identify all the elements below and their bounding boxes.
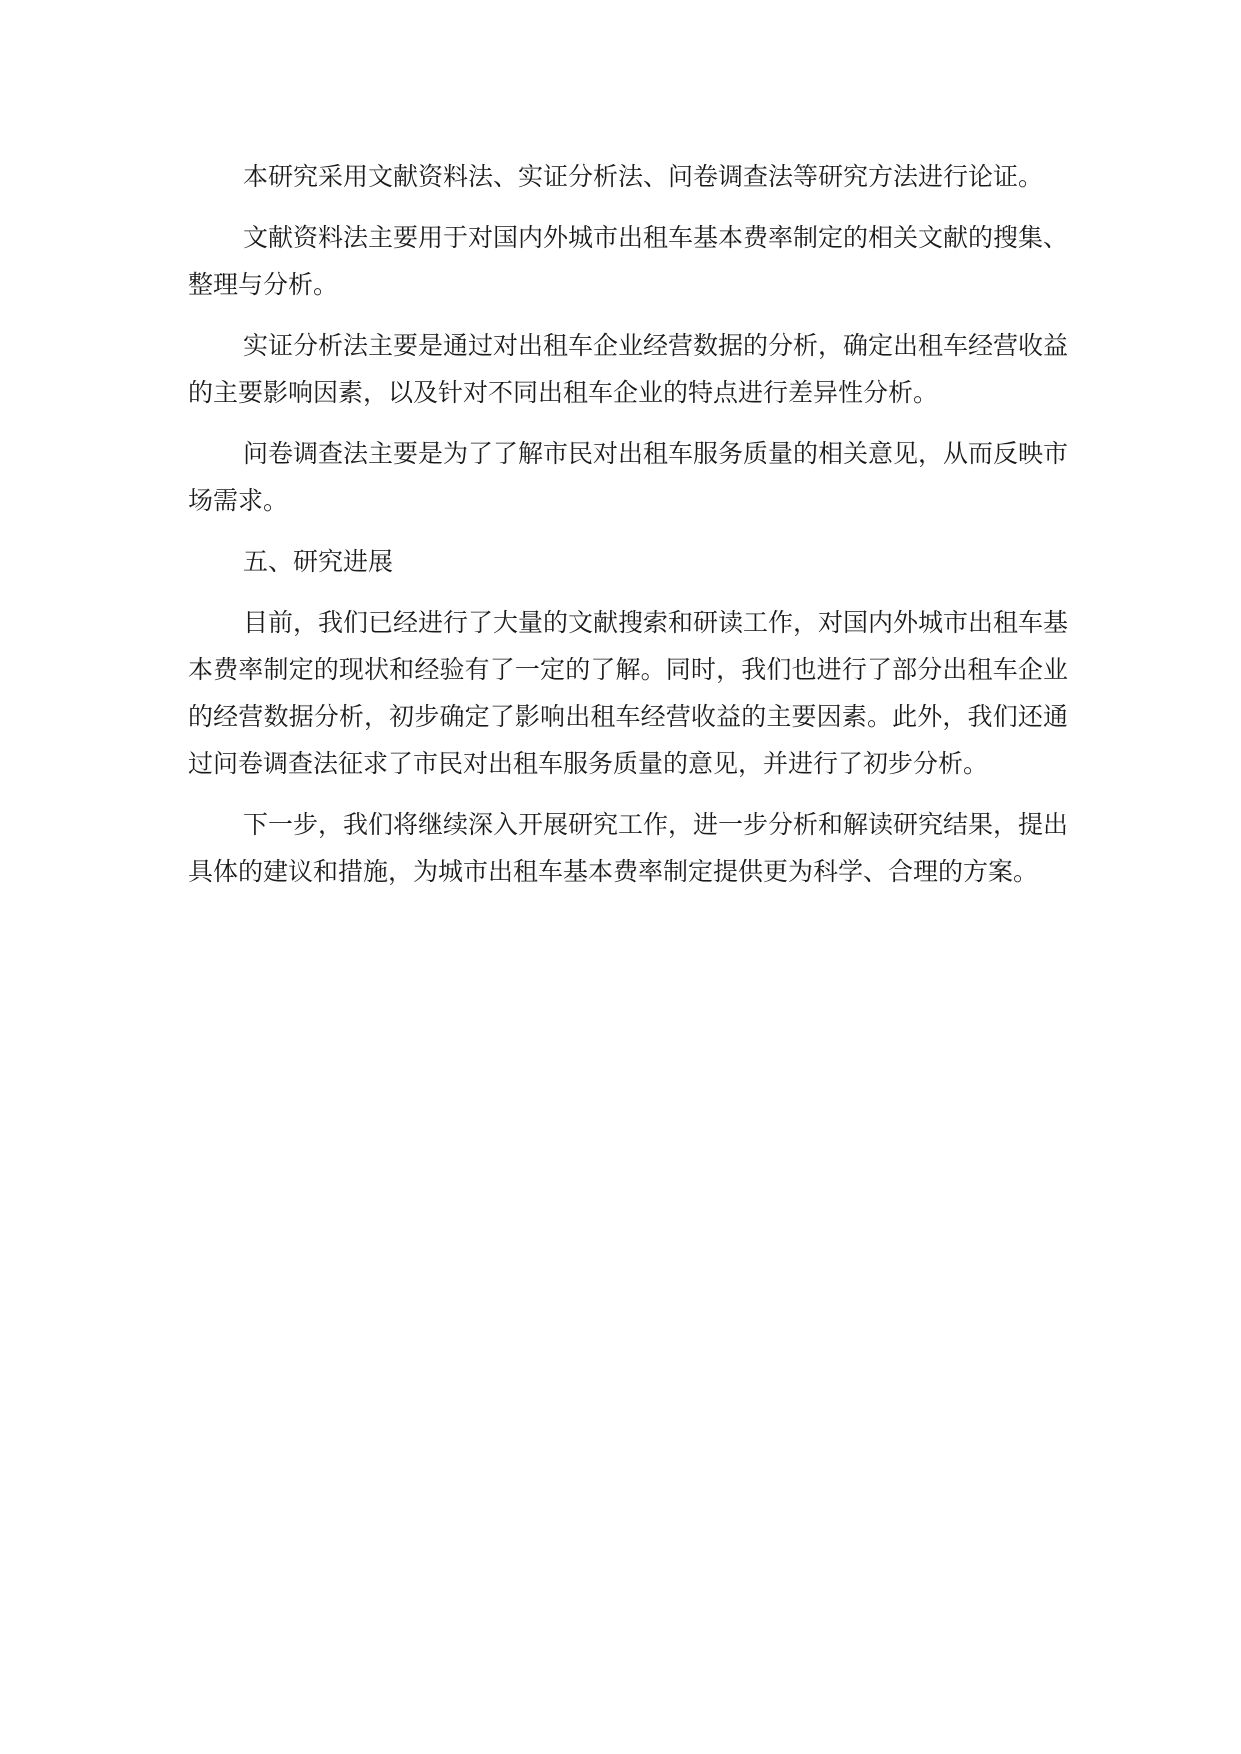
paragraph-survey-method: 问卷调查法主要是为了了解市民对出租车服务质量的相关意见，从而反映市场需求。	[188, 439, 1069, 515]
section-heading-progress: 五、研究进展	[243, 547, 394, 576]
paragraph-empirical-method: 实证分析法主要是通过对出租车企业经营数据的分析，确定出租车经营收益的主要影响因素，以及针对不同出租车企业的特点进行差异性分析。	[188, 331, 1069, 407]
paragraph-next-steps: 下一步，我们将继续深入开展研究工作，进一步分析和解读研究结果，提出具体的建议和措施，为城市出租车基本费率制定提供更为科学、合理的方案。	[188, 810, 1069, 886]
paragraph-literature-method: 文献资料法主要用于对国内外城市出租车基本费率制定的相关文献的搜集、整理与分析。	[188, 223, 1069, 299]
paragraph-current-progress: 目前，我们已经进行了大量的文献搜索和研读工作，对国内外城市出租车基本费率制定的现状和经验有了一定的了解。同时，我们也进行了部分出租车企业的经营数据分析，初步确定了影响出租车经营收益的主要因素。此外，我们还通过问卷调查法征求了市民对出租车服务质量的意见，并进行了初步分析。	[188, 608, 1069, 778]
paragraph-methods: 本研究采用文献资料法、实证分析法、问卷调查法等研究方法进行论证。	[243, 162, 1044, 191]
document-body	[188, 153, 1068, 909]
